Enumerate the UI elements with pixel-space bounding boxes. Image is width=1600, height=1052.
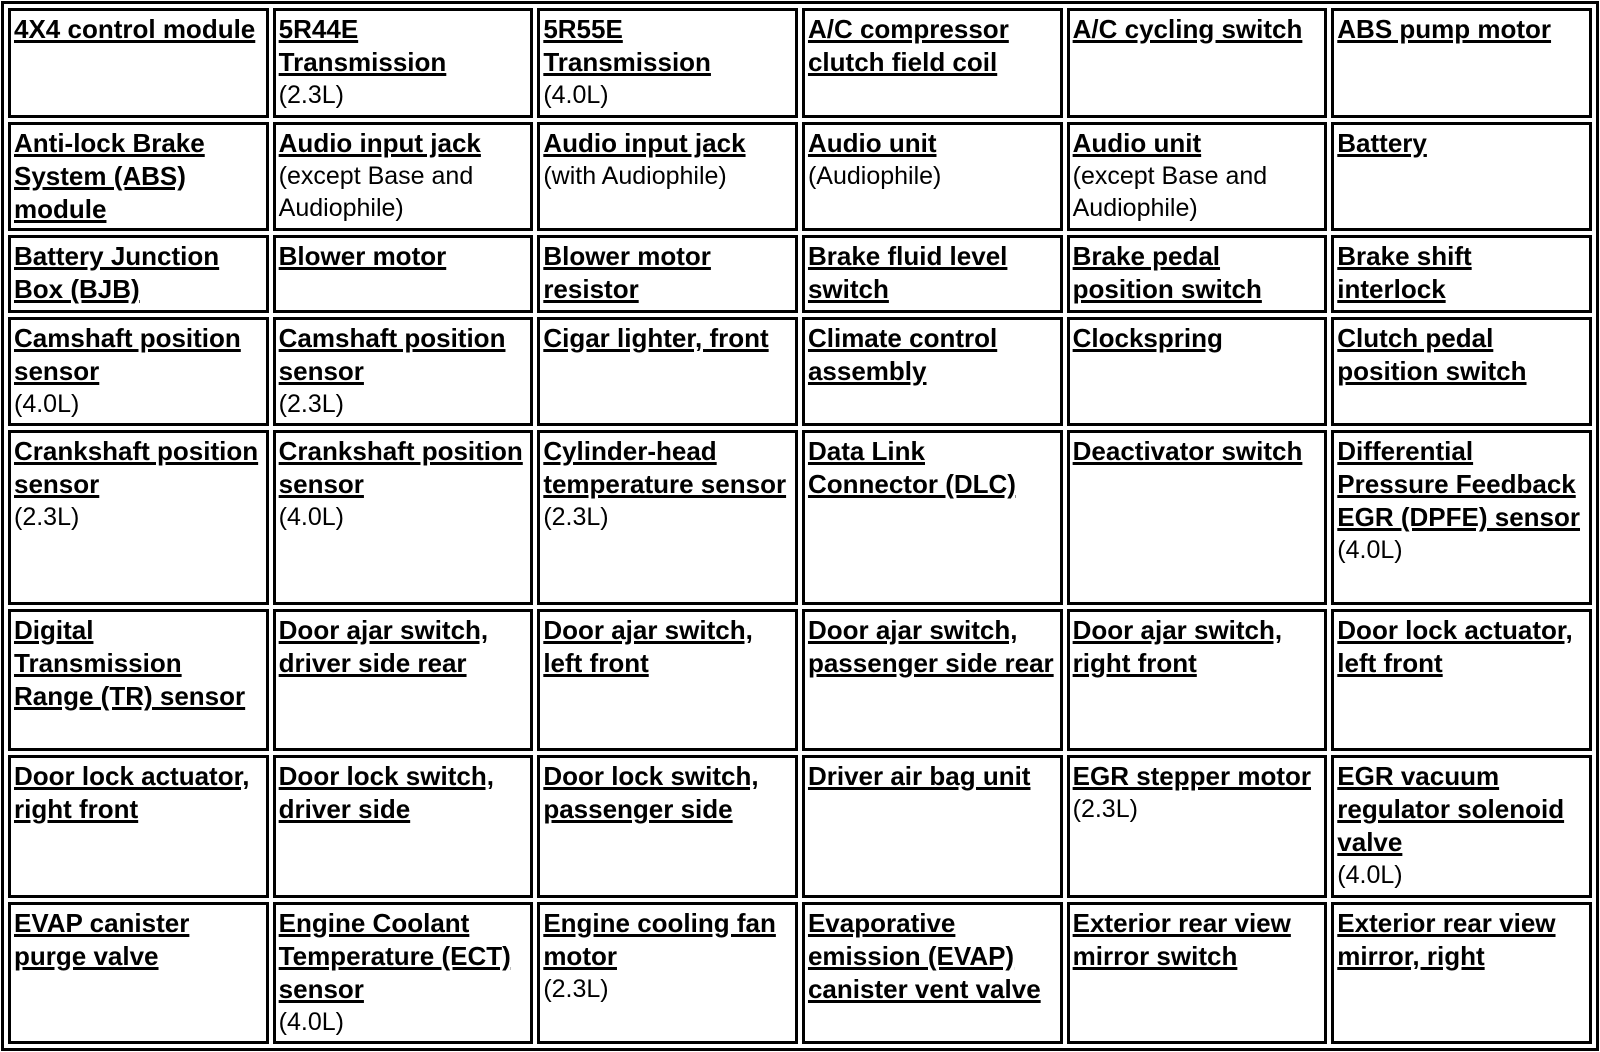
component-note: (2.3L) [14, 503, 80, 532]
table-cell [8, 122, 269, 232]
component-link[interactable]: Anti-lock Brake System (ABS) module [14, 127, 205, 224]
component-link[interactable]: Battery [1337, 127, 1427, 158]
component-link[interactable]: 4X4 control module [14, 14, 256, 44]
table-cell [8, 8, 269, 118]
component-link[interactable]: Evaporative emission (EVAP) canister vent valve [807, 907, 1041, 1004]
table-row [8, 122, 1592, 232]
component-link[interactable]: Brake pedal position switch [1072, 241, 1262, 305]
table-cell [537, 430, 798, 605]
component-link[interactable]: Digital Transmission Range (TR) sensor [14, 615, 246, 712]
table-cell [802, 609, 1063, 751]
component-link[interactable]: Brake shift interlock [1337, 241, 1472, 305]
table-cell [8, 609, 269, 751]
table-cell [8, 235, 269, 312]
table-cell [273, 235, 534, 312]
component-note: (4.0L) [543, 81, 609, 109]
table-cell [802, 902, 1063, 1044]
table-cell [1067, 8, 1328, 118]
table-cell [1067, 122, 1328, 232]
component-note: (2.3L) [278, 389, 344, 418]
table-cell [8, 755, 269, 897]
component-link[interactable]: A/C cycling switch [1072, 14, 1303, 44]
table-cell [273, 8, 534, 118]
component-link[interactable]: Cigar lighter, front [543, 322, 769, 353]
table-cell [537, 235, 798, 312]
table-cell [273, 755, 534, 897]
component-link[interactable]: Door ajar switch, passenger side rear [807, 615, 1054, 679]
table-cell [802, 8, 1063, 118]
table-cell [1331, 317, 1592, 427]
table-cell [802, 122, 1063, 232]
component-note: (4.0L) [278, 503, 344, 532]
table-cell [1067, 902, 1328, 1044]
table-cell [273, 430, 534, 605]
component-link[interactable]: Deactivator switch [1072, 436, 1303, 467]
component-note: (4.0L) [278, 1007, 344, 1036]
component-link[interactable]: Door lock switch, passenger side [543, 761, 759, 825]
table-cell [273, 317, 534, 427]
component-link[interactable]: Cylinder-head temperature sensor [543, 436, 787, 500]
table-cell [537, 317, 798, 427]
component-note: (4.0L) [1337, 536, 1403, 565]
table-row [8, 902, 1592, 1044]
component-link[interactable]: Audio unit [807, 127, 937, 158]
component-link[interactable]: Data Link Connector (DLC) [807, 436, 1016, 500]
table-cell [1067, 609, 1328, 751]
component-link[interactable]: Climate control assembly [807, 322, 998, 386]
table-cell [802, 430, 1063, 605]
component-link[interactable]: Door ajar switch, right front [1072, 615, 1283, 679]
component-link[interactable]: Driver air bag unit [807, 761, 1031, 792]
component-link[interactable]: EGR vacuum regulator solenoid valve [1337, 761, 1565, 858]
component-note: (2.3L) [543, 503, 609, 532]
table-row [8, 755, 1592, 897]
component-link[interactable]: ABS pump motor [1337, 14, 1552, 44]
component-note: (2.3L) [1072, 795, 1138, 824]
component-link[interactable]: Door lock actuator, right front [14, 761, 250, 825]
component-link[interactable]: Crankshaft position sensor [278, 436, 523, 500]
component-link[interactable]: Blower motor resistor [543, 241, 711, 305]
table-cell [537, 755, 798, 897]
component-link[interactable]: Engine Coolant Temperature (ECT) sensor [278, 907, 511, 1004]
table-cell [1331, 430, 1592, 605]
table-row [8, 8, 1592, 118]
component-link[interactable]: Clockspring [1072, 322, 1223, 353]
table-cell [537, 609, 798, 751]
table-cell [1331, 902, 1592, 1044]
component-link[interactable]: Camshaft position sensor [278, 322, 506, 386]
component-link[interactable]: 5R55E Transmission [543, 14, 711, 77]
table-cell [1067, 235, 1328, 312]
component-note: (Audiophile) [807, 161, 942, 190]
component-note: (except Base and Audiophile) [278, 161, 474, 222]
component-link[interactable]: Battery Junction Box (BJB) [14, 241, 220, 305]
table-cell [802, 755, 1063, 897]
component-note: (except Base and Audiophile) [1072, 161, 1268, 222]
table-cell [273, 609, 534, 751]
component-link[interactable]: EVAP canister purge valve [14, 907, 190, 971]
component-link[interactable]: Crankshaft position sensor [14, 436, 259, 500]
table-cell [1067, 755, 1328, 897]
component-link[interactable]: Audio unit [1072, 127, 1202, 158]
table-cell [537, 902, 798, 1044]
table-cell [1067, 430, 1328, 605]
component-link[interactable]: Door lock actuator, left front [1337, 615, 1573, 679]
table-cell [537, 8, 798, 118]
table-cell [8, 317, 269, 427]
component-link[interactable]: Audio input jack [278, 127, 481, 158]
component-note: (4.0L) [14, 389, 80, 418]
table-cell [802, 235, 1063, 312]
component-link[interactable]: Clutch pedal position switch [1337, 322, 1527, 386]
component-link[interactable]: EGR stepper motor [1072, 761, 1311, 792]
component-link[interactable]: Door ajar switch, left front [543, 615, 753, 679]
component-note: (with Audiophile) [543, 161, 727, 190]
table-row [8, 317, 1592, 427]
component-link[interactable]: Door lock switch, driver side [278, 761, 494, 825]
table-cell [802, 317, 1063, 427]
component-link[interactable]: Brake fluid level switch [807, 241, 1008, 305]
component-link[interactable]: Camshaft position sensor [14, 322, 241, 386]
table-cell [273, 902, 534, 1044]
table-row [8, 609, 1592, 751]
component-note: (2.3L) [278, 81, 344, 109]
table-cell [1331, 755, 1592, 897]
table-row [8, 235, 1592, 312]
table-cell [8, 902, 269, 1044]
table-cell [1331, 609, 1592, 751]
component-link[interactable]: A/C compressor clutch field coil [807, 14, 1009, 77]
table-cell [8, 430, 269, 605]
component-link[interactable]: Door ajar switch, driver side rear [278, 615, 489, 679]
component-link[interactable]: 5R44E Transmission [278, 14, 447, 77]
component-index-table [4, 4, 1596, 1048]
component-note: (2.3L) [543, 974, 609, 1003]
component-link[interactable]: Exterior rear view mirror, right [1337, 907, 1556, 971]
component-link[interactable]: Audio input jack [543, 127, 746, 158]
table-cell [1331, 122, 1592, 232]
table-cell [1331, 8, 1592, 118]
component-link[interactable]: Exterior rear view mirror switch [1072, 907, 1291, 971]
table-cell [1067, 317, 1328, 427]
table-cell [273, 122, 534, 232]
component-link[interactable]: Differential Pressure Feedback EGR (DPFE) sensor [1337, 436, 1580, 533]
component-link[interactable]: Blower motor [278, 241, 447, 272]
table-cell [537, 122, 798, 232]
component-link[interactable]: Engine cooling fan motor [543, 907, 776, 971]
table-cell [1331, 235, 1592, 312]
component-note: (4.0L) [1337, 861, 1403, 890]
table-row [8, 430, 1592, 605]
